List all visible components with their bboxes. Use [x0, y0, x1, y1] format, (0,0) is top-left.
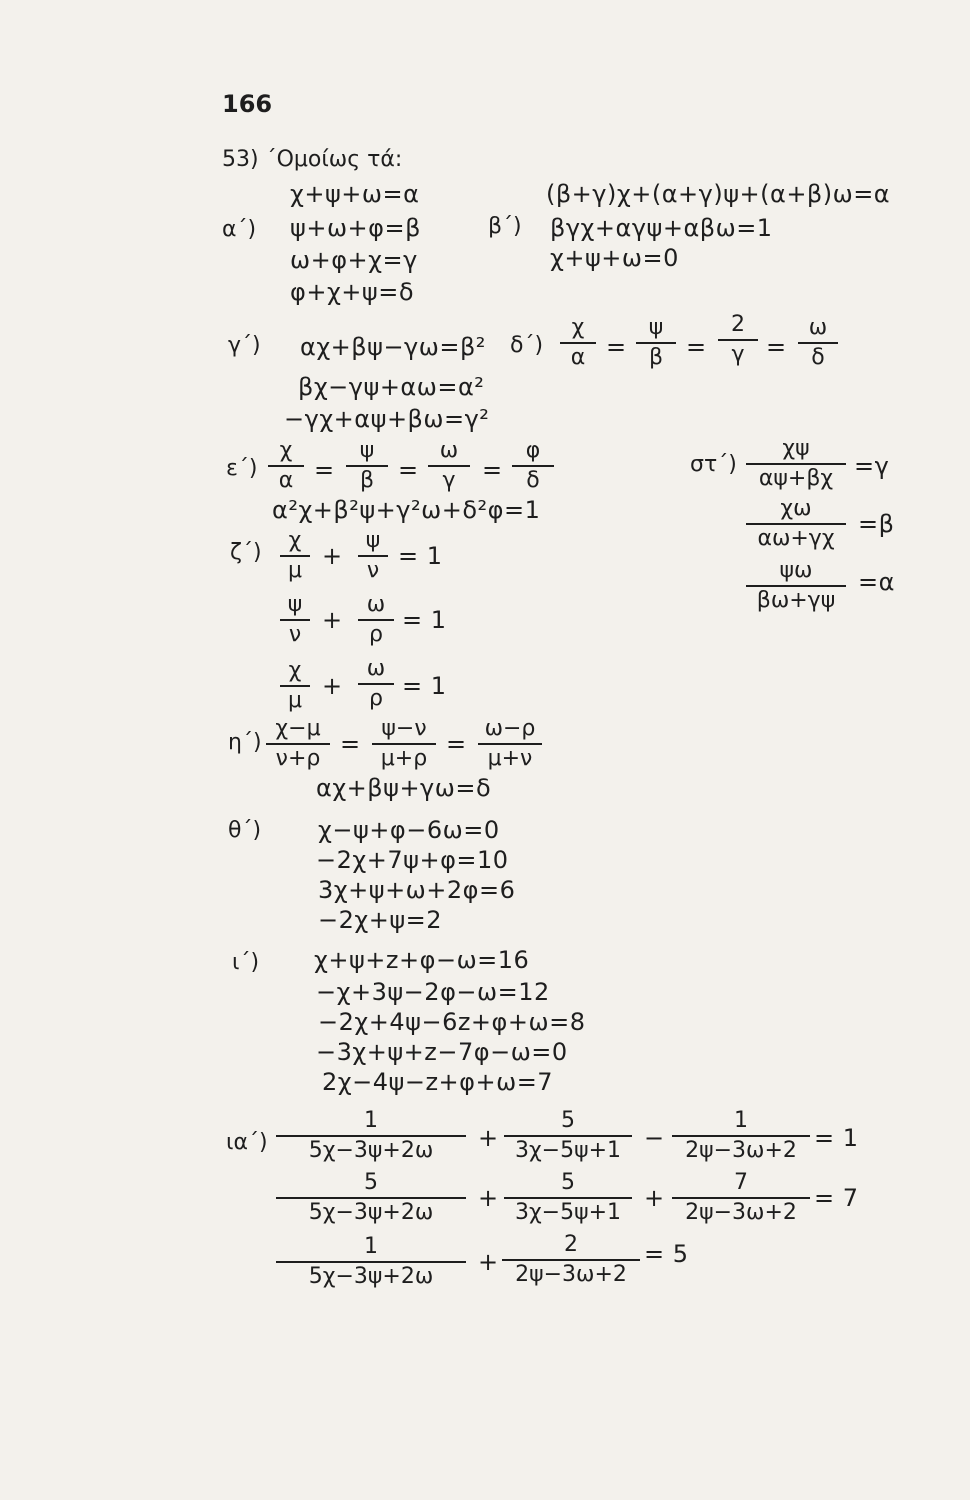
rhs-st-2: =β: [858, 510, 895, 538]
rhs-ia-2: = 7: [814, 1184, 859, 1212]
plus-sign: +: [322, 672, 343, 700]
frac-z-1b: ψ ν: [358, 528, 388, 584]
eq-i-5: 2χ−4ψ−z+φ+ω=7: [322, 1068, 554, 1096]
frac-d-1: χ α: [560, 315, 596, 371]
frac-d-4: ω δ: [798, 315, 838, 371]
frac-e-4: φ δ: [512, 438, 554, 494]
label-ia: ια΄): [226, 1130, 268, 1155]
rhs-z-1: = 1: [398, 542, 443, 570]
frac-e-2: ψ β: [346, 438, 388, 494]
frac-z-1a: χ μ: [280, 528, 310, 584]
rhs-st-3: =α: [858, 568, 895, 596]
eq-b-1: (β+γ)χ+(α+γ)ψ+(α+β)ω=α: [546, 180, 891, 208]
label-z: ζ΄): [230, 540, 262, 565]
eq-h-2: αχ+βψ+γω=δ: [316, 774, 492, 802]
frac-d-2: ψ β: [636, 315, 676, 371]
eq-sign: =: [340, 730, 361, 758]
frac-st-2: χω αω+γχ: [746, 496, 846, 552]
eq-c-3: −γχ+αψ+βω=γ²: [284, 405, 490, 433]
eq-th-1: χ−ψ+φ−6ω=0: [318, 816, 500, 844]
frac-z-3a: χ μ: [280, 658, 310, 714]
rhs-z-3: = 1: [402, 672, 447, 700]
op-ia-3a: +: [478, 1248, 499, 1276]
rhs-ia-3: = 5: [644, 1240, 689, 1268]
op-ia-2b: +: [644, 1184, 665, 1212]
eq-a-4: φ+χ+ψ=δ: [290, 278, 415, 306]
frac-st-3: ψω βω+γψ: [746, 558, 846, 614]
eq-a-1: χ+ψ+ω=α: [290, 180, 420, 208]
section-header: 53) ΄Ομοίως τά:: [222, 147, 403, 172]
eq-a-2: ψ+ω+φ=β: [290, 214, 421, 242]
frac-h-3: ω−ρ μ+ν: [478, 716, 542, 772]
frac-ia-1b: 5 3χ−5ψ+1: [504, 1108, 632, 1164]
op-ia-1b: −: [644, 1124, 665, 1152]
frac-ia-2c: 7 2ψ−3ω+2: [672, 1170, 810, 1226]
frac-ia-3a: 1 5χ−3ψ+2ω: [276, 1234, 466, 1290]
frac-ia-2a: 5 5χ−3ψ+2ω: [276, 1170, 466, 1226]
eq-sign: =: [766, 333, 787, 361]
eq-i-4: −3χ+ψ+z−7φ−ω=0: [316, 1038, 568, 1066]
eq-b-3: χ+ψ+ω=0: [550, 244, 679, 272]
label-c: γ΄): [228, 333, 261, 358]
eq-th-4: −2χ+ψ=2: [318, 906, 443, 934]
frac-ia-2b: 5 3χ−5ψ+1: [504, 1170, 632, 1226]
frac-e-1: χ α: [268, 438, 304, 494]
eq-b-2: βγχ+αγψ+αβω=1: [550, 214, 773, 242]
plus-sign: +: [322, 606, 343, 634]
eq-sign: =: [314, 456, 335, 484]
rhs-st-1: =γ: [854, 452, 890, 480]
frac-ia-1c: 1 2ψ−3ω+2: [672, 1108, 810, 1164]
frac-z-2a: ψ ν: [280, 592, 310, 648]
eq-sign: =: [686, 333, 707, 361]
frac-ia-3b: 2 2ψ−3ω+2: [502, 1232, 640, 1288]
label-e: ε΄): [226, 456, 258, 481]
label-b: β΄): [488, 214, 522, 239]
frac-ia-1a: 1 5χ−3ψ+2ω: [276, 1108, 466, 1164]
label-d: δ΄): [510, 333, 544, 358]
rhs-ia-1: = 1: [814, 1124, 859, 1152]
eq-sign: =: [398, 456, 419, 484]
rhs-z-2: = 1: [402, 606, 447, 634]
eq-sign: =: [606, 333, 627, 361]
frac-h-2: ψ−ν μ+ρ: [372, 716, 436, 772]
eq-e-2: α²χ+β²ψ+γ²ω+δ²φ=1: [272, 496, 541, 524]
eq-sign: =: [446, 730, 467, 758]
frac-st-1: χψ αψ+βχ: [746, 436, 846, 492]
frac-d-3: 2 γ: [718, 312, 758, 368]
eq-i-1: χ+ψ+z+φ−ω=16: [314, 946, 530, 974]
frac-h-1: χ−μ ν+ρ: [266, 716, 330, 772]
page-number: 166: [222, 90, 273, 118]
eq-i-2: −χ+3ψ−2φ−ω=12: [316, 978, 550, 1006]
op-ia-2a: +: [478, 1184, 499, 1212]
label-i: ι΄): [232, 950, 260, 975]
eq-a-3: ω+φ+χ=γ: [290, 246, 418, 274]
eq-i-3: −2χ+4ψ−6z+φ+ω=8: [318, 1008, 586, 1036]
label-th: θ΄): [228, 818, 262, 843]
eq-c-2: βχ−γψ+αω=α²: [298, 373, 485, 401]
eq-c-1: αχ+βψ−γω=β²: [300, 333, 486, 361]
eq-sign: =: [482, 456, 503, 484]
frac-z-3b: ω ρ: [358, 656, 394, 712]
eq-th-2: −2χ+7ψ+φ=10: [316, 846, 509, 874]
label-a: α΄): [222, 217, 257, 242]
frac-z-2b: ω ρ: [358, 592, 394, 648]
label-st: στ΄): [690, 452, 737, 477]
frac-e-3: ω γ: [428, 438, 470, 494]
eq-th-3: 3χ+ψ+ω+2φ=6: [318, 876, 516, 904]
label-h: η΄): [228, 730, 262, 755]
op-ia-1a: +: [478, 1124, 499, 1152]
plus-sign: +: [322, 542, 343, 570]
